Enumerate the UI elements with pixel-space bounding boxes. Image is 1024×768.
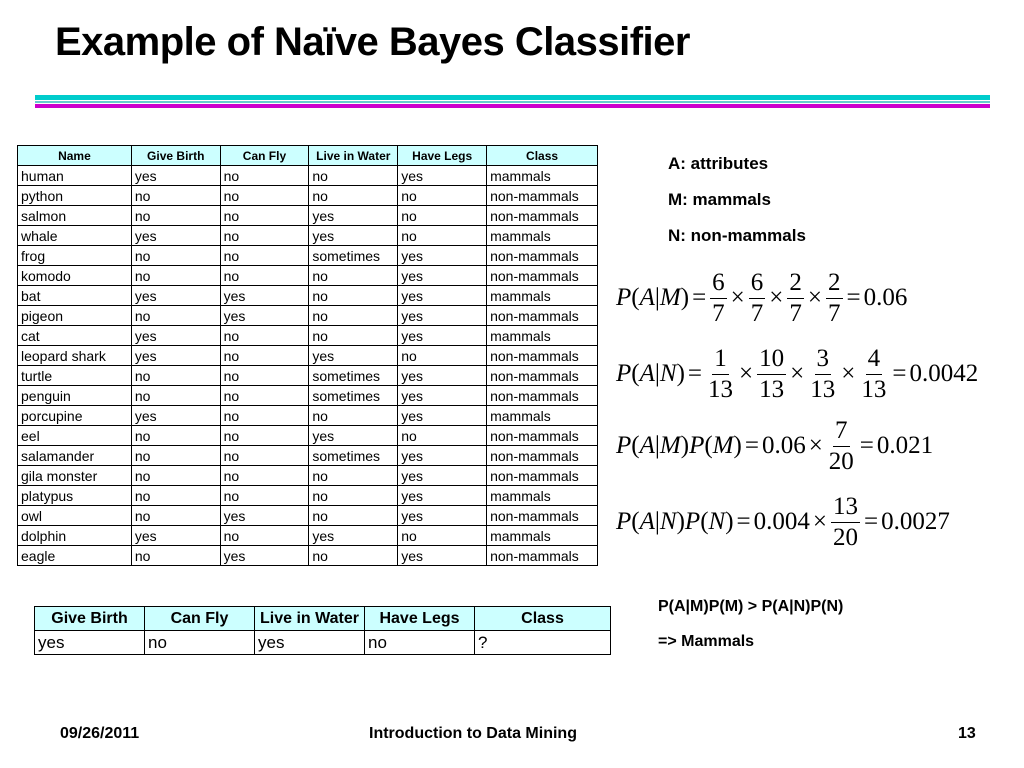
- table-cell: salmon: [18, 206, 132, 226]
- equals-sign: =: [687, 360, 703, 387]
- table-row: [18, 286, 598, 306]
- fraction-denominator: 7: [712, 299, 725, 327]
- times-sign: ×: [808, 432, 823, 459]
- table-cell: no: [309, 266, 398, 286]
- test-col-have-legs: Have Legs: [365, 607, 475, 631]
- table-cell: yes: [398, 386, 487, 406]
- footer-page-number: 13: [958, 725, 976, 742]
- equals-sign: =: [846, 284, 861, 311]
- formula-symbol: (: [704, 432, 713, 459]
- table-cell: no: [131, 386, 220, 406]
- times-sign: ×: [812, 508, 828, 535]
- footer-course-title: Introduction to Data Mining: [369, 725, 577, 742]
- formula-symbol: P: [616, 508, 632, 535]
- fraction-denominator: 13: [708, 375, 734, 403]
- times-sign: ×: [769, 284, 784, 311]
- table-cell: non-mammals: [487, 306, 598, 326]
- fraction-denominator: 7: [750, 299, 764, 327]
- slide-title: Example of Naïve Bayes Classifier: [55, 20, 690, 64]
- formula-symbol: ): [680, 284, 690, 311]
- test-record-table: [34, 606, 611, 655]
- table-cell: eagle: [18, 546, 132, 566]
- table-cell: mammals: [487, 226, 598, 246]
- table-row: [18, 366, 598, 386]
- table-cell: no: [220, 426, 309, 446]
- fraction-denominator: 20: [828, 447, 854, 475]
- table-cell: cat: [18, 326, 132, 346]
- table-cell: yes: [220, 506, 309, 526]
- fraction-denominator: 20: [833, 523, 859, 551]
- fraction: [749, 268, 766, 329]
- table-cell: no: [131, 426, 220, 446]
- formula-symbol: P: [689, 432, 705, 459]
- table-cell: sometimes: [309, 446, 398, 466]
- table-cell: yes: [131, 346, 220, 366]
- table-row: [18, 486, 598, 506]
- table-cell: penguin: [18, 386, 132, 406]
- fraction-denominator: 7: [828, 299, 841, 327]
- formula-symbol: (: [631, 284, 640, 311]
- formula-symbol: A: [639, 508, 655, 535]
- col-class: Class: [487, 146, 598, 166]
- footer-date: 09/26/2011: [60, 725, 140, 742]
- fraction: [706, 344, 735, 405]
- training-table-body: [18, 166, 598, 566]
- formula-symbol: (: [700, 508, 709, 535]
- table-cell: frog: [18, 246, 132, 266]
- formula-symbol: N: [659, 360, 677, 387]
- table-cell: non-mammals: [487, 546, 598, 566]
- table-cell: platypus: [18, 486, 132, 506]
- table-cell: no: [398, 526, 487, 546]
- fraction: [859, 344, 888, 405]
- test-col-live-in-water: Live in Water: [255, 607, 365, 631]
- equals-sign: =: [744, 432, 759, 459]
- formula-value: 0.004: [753, 508, 810, 535]
- formula-symbol: A: [639, 284, 655, 311]
- legend-non-mammals: N: non-mammals: [668, 226, 806, 245]
- fraction-denominator: 13: [810, 375, 836, 403]
- table-cell: mammals: [487, 166, 598, 186]
- times-sign: ×: [807, 284, 822, 311]
- table-cell: non-mammals: [487, 206, 598, 226]
- formula-symbol: |: [654, 508, 660, 535]
- table-cell: no: [131, 466, 220, 486]
- table-cell: no: [309, 326, 398, 346]
- test-cell: no: [145, 631, 255, 655]
- table-cell: no: [398, 206, 487, 226]
- table-cell: no: [220, 446, 309, 466]
- table-cell: no: [309, 546, 398, 566]
- fraction-denominator: 13: [861, 375, 887, 403]
- col-live-in-water: Live in Water: [309, 146, 398, 166]
- table-cell: no: [131, 266, 220, 286]
- legend-mammals: M: mammals: [668, 190, 771, 209]
- formula-symbol: P: [684, 508, 701, 535]
- table-row: [18, 226, 598, 246]
- formula-symbol: N: [659, 508, 677, 535]
- table-cell: no: [131, 546, 220, 566]
- table-row: [18, 346, 598, 366]
- fraction-numerator: 6: [710, 268, 727, 299]
- equals-sign: =: [892, 360, 907, 387]
- table-cell: no: [309, 406, 398, 426]
- table-row: [18, 446, 598, 466]
- table-cell: non-mammals: [487, 506, 598, 526]
- fraction: [831, 492, 860, 553]
- formula-posterior-m: [616, 414, 933, 478]
- table-cell: no: [220, 166, 309, 186]
- table-cell: no: [131, 506, 220, 526]
- formula-result: 0.021: [876, 432, 934, 459]
- formula-symbol: |: [654, 432, 660, 459]
- fraction: [757, 344, 786, 405]
- table-cell: whale: [18, 226, 132, 246]
- table-cell: gila monster: [18, 466, 132, 486]
- header-bar-magenta: [35, 104, 990, 108]
- table-cell: yes: [309, 426, 398, 446]
- table-cell: no: [220, 346, 309, 366]
- table-cell: no: [131, 486, 220, 506]
- table-cell: leopard shark: [18, 346, 132, 366]
- table-cell: no: [398, 346, 487, 366]
- table-cell: no: [131, 446, 220, 466]
- table-cell: eel: [18, 426, 132, 446]
- test-table-header: [35, 607, 611, 631]
- table-cell: yes: [398, 546, 487, 566]
- formula-symbol: (: [631, 360, 640, 387]
- table-cell: non-mammals: [487, 186, 598, 206]
- fraction-numerator: 10: [757, 344, 786, 375]
- formula-value: 0.06: [761, 432, 806, 459]
- table-row: [18, 526, 598, 546]
- table-cell: dolphin: [18, 526, 132, 546]
- formula-posterior-n: [616, 490, 950, 554]
- table-cell: no: [220, 526, 309, 546]
- table-cell: yes: [220, 286, 309, 306]
- col-name: Name: [18, 146, 132, 166]
- fraction-denominator: 7: [789, 299, 802, 327]
- table-row: [18, 506, 598, 526]
- table-cell: yes: [131, 326, 220, 346]
- test-col-class: Class: [475, 607, 611, 631]
- test-cell: yes: [255, 631, 365, 655]
- table-cell: yes: [131, 286, 220, 306]
- table-cell: no: [309, 506, 398, 526]
- header-bar-cyan: [35, 95, 990, 100]
- fraction: [808, 344, 837, 405]
- formula-p-a-given-m: [616, 266, 907, 330]
- formula-symbol: ): [676, 508, 685, 535]
- table-cell: yes: [131, 166, 220, 186]
- test-record-row: [35, 631, 611, 655]
- formula-symbol: M: [712, 432, 734, 459]
- formula-symbol: ): [733, 432, 742, 459]
- table-cell: no: [131, 366, 220, 386]
- formula-symbol: A: [639, 360, 655, 387]
- formula-symbol: M: [659, 432, 681, 459]
- table-cell: non-mammals: [487, 366, 598, 386]
- fraction-numerator: 7: [833, 416, 850, 447]
- table-cell: sometimes: [309, 386, 398, 406]
- legend-attributes: A: attributes: [668, 154, 769, 173]
- table-cell: yes: [398, 166, 487, 186]
- table-cell: no: [220, 266, 309, 286]
- formula-symbol: ): [725, 508, 734, 535]
- table-cell: yes: [398, 446, 487, 466]
- table-cell: yes: [131, 526, 220, 546]
- equals-sign: =: [864, 508, 879, 535]
- table-cell: yes: [309, 226, 398, 246]
- table-cell: sometimes: [309, 366, 398, 386]
- table-cell: no: [220, 486, 309, 506]
- table-cell: no: [220, 226, 309, 246]
- equals-sign: =: [859, 432, 874, 459]
- fraction: [827, 416, 856, 477]
- table-cell: porcupine: [18, 406, 132, 426]
- formula-symbol: ): [676, 360, 685, 387]
- training-table-header: [18, 146, 598, 166]
- table-row: [18, 266, 598, 286]
- formula-symbol: A: [639, 432, 655, 459]
- table-cell: yes: [309, 206, 398, 226]
- fraction-numerator: 2: [787, 268, 804, 299]
- table-cell: no: [220, 466, 309, 486]
- table-cell: mammals: [487, 526, 598, 546]
- table-cell: yes: [309, 526, 398, 546]
- test-col-give-birth: Give Birth: [35, 607, 145, 631]
- formula-symbol: P: [616, 360, 632, 387]
- formula-symbol: N: [708, 508, 726, 535]
- fraction-numerator: 4: [866, 344, 883, 375]
- test-cell-class: ?: [475, 631, 611, 655]
- table-cell: yes: [398, 466, 487, 486]
- conclusion-comparison: P(A|M)P(M) > P(A|N)P(N): [658, 598, 844, 615]
- table-cell: bat: [18, 286, 132, 306]
- table-cell: python: [18, 186, 132, 206]
- table-row: [18, 466, 598, 486]
- table-row: [18, 406, 598, 426]
- col-have-legs: Have Legs: [398, 146, 487, 166]
- table-cell: no: [131, 246, 220, 266]
- table-cell: human: [18, 166, 132, 186]
- table-row: [18, 546, 598, 566]
- table-cell: no: [309, 486, 398, 506]
- table-cell: yes: [398, 406, 487, 426]
- formula-result: 0.0042: [909, 360, 979, 387]
- table-row: [18, 206, 598, 226]
- table-cell: salamander: [18, 446, 132, 466]
- times-sign: ×: [730, 284, 745, 311]
- fraction: [710, 268, 727, 329]
- table-cell: yes: [398, 266, 487, 286]
- table-cell: yes: [398, 326, 487, 346]
- table-cell: yes: [131, 226, 220, 246]
- table-cell: no: [220, 366, 309, 386]
- table-row: [18, 246, 598, 266]
- times-sign: ×: [841, 360, 856, 387]
- table-cell: yes: [398, 306, 487, 326]
- table-cell: no: [309, 286, 398, 306]
- table-cell: non-mammals: [487, 426, 598, 446]
- table-cell: mammals: [487, 286, 598, 306]
- conclusion-result: => Mammals: [658, 633, 755, 650]
- formula-symbol: P: [616, 284, 632, 311]
- table-cell: non-mammals: [487, 246, 598, 266]
- table-cell: owl: [18, 506, 132, 526]
- table-cell: no: [309, 306, 398, 326]
- table-cell: turtle: [18, 366, 132, 386]
- training-table: [17, 145, 598, 566]
- table-row: [18, 166, 598, 186]
- formula-result: 0.0027: [881, 508, 950, 535]
- table-cell: non-mammals: [487, 386, 598, 406]
- table-cell: no: [398, 226, 487, 246]
- fraction-numerator: 2: [826, 268, 843, 299]
- table-cell: yes: [131, 406, 220, 426]
- fraction-numerator: 6: [749, 268, 766, 299]
- table-cell: no: [131, 206, 220, 226]
- fraction-numerator: 13: [831, 492, 860, 523]
- table-cell: no: [309, 166, 398, 186]
- table-row: [18, 186, 598, 206]
- formula-symbol: |: [654, 360, 660, 387]
- fraction-denominator: 13: [759, 375, 785, 403]
- fraction: [787, 268, 804, 329]
- table-cell: no: [220, 406, 309, 426]
- table-cell: yes: [398, 506, 487, 526]
- table-row: [18, 426, 598, 446]
- formula-symbol: P: [616, 432, 632, 459]
- table-cell: no: [398, 426, 487, 446]
- table-row: [18, 306, 598, 326]
- test-cell: yes: [35, 631, 145, 655]
- table-cell: yes: [398, 246, 487, 266]
- table-cell: non-mammals: [487, 446, 598, 466]
- table-cell: sometimes: [309, 246, 398, 266]
- table-cell: yes: [398, 286, 487, 306]
- formula-symbol: (: [631, 432, 640, 459]
- fraction: [826, 268, 843, 329]
- table-cell: non-mammals: [487, 466, 598, 486]
- col-give-birth: Give Birth: [131, 146, 220, 166]
- table-cell: no: [220, 326, 309, 346]
- table-cell: mammals: [487, 326, 598, 346]
- formula-symbol: ): [680, 432, 690, 459]
- table-cell: yes: [220, 546, 309, 566]
- table-cell: yes: [398, 366, 487, 386]
- table-cell: no: [220, 206, 309, 226]
- table-row: [18, 386, 598, 406]
- table-cell: no: [131, 306, 220, 326]
- table-cell: komodo: [18, 266, 132, 286]
- table-row: [18, 326, 598, 346]
- formula-p-a-given-n: [616, 342, 978, 406]
- table-cell: mammals: [487, 406, 598, 426]
- table-cell: no: [398, 186, 487, 206]
- table-cell: pigeon: [18, 306, 132, 326]
- equals-sign: =: [736, 508, 751, 535]
- formula-symbol: (: [631, 508, 640, 535]
- test-cell: no: [365, 631, 475, 655]
- formula-symbol: |: [654, 284, 660, 311]
- table-cell: no: [220, 186, 309, 206]
- times-sign: ×: [739, 360, 754, 387]
- table-cell: yes: [309, 346, 398, 366]
- col-can-fly: Can Fly: [220, 146, 309, 166]
- header-bar-teal: [35, 101, 990, 103]
- table-cell: no: [220, 246, 309, 266]
- formula-result: 0.06: [863, 284, 908, 311]
- times-sign: ×: [790, 360, 805, 387]
- formula-symbol: M: [659, 284, 681, 311]
- table-cell: no: [309, 186, 398, 206]
- equals-sign: =: [692, 284, 707, 311]
- fraction-numerator: 3: [815, 344, 832, 375]
- fraction-numerator: 1: [712, 344, 729, 375]
- table-cell: no: [131, 186, 220, 206]
- table-cell: no: [220, 386, 309, 406]
- table-cell: mammals: [487, 486, 598, 506]
- test-col-can-fly: Can Fly: [145, 607, 255, 631]
- table-cell: yes: [220, 306, 309, 326]
- table-cell: no: [309, 466, 398, 486]
- table-cell: yes: [398, 486, 487, 506]
- table-cell: non-mammals: [487, 346, 598, 366]
- table-cell: non-mammals: [487, 266, 598, 286]
